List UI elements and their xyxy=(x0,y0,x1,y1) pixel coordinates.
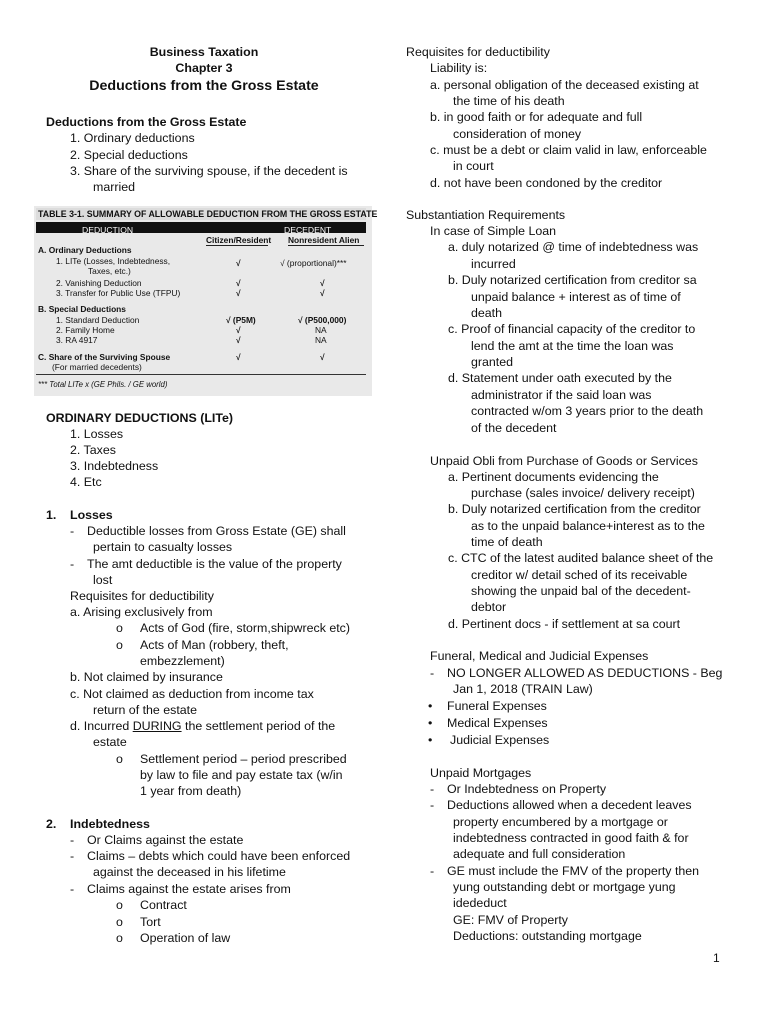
mortgage-point: GE must include the FMV of the property then xyxy=(447,864,700,878)
dash-bullet: - xyxy=(430,798,435,812)
requirement-item: b. Duly notarized certification from the creditor xyxy=(448,502,701,516)
row-ra4917: 3. RA 4917 xyxy=(56,335,98,345)
sub-item: Acts of God (fire, storm,shipwreck etc) xyxy=(140,621,351,635)
deduction-summary-table xyxy=(34,206,378,396)
dash-bullet: - xyxy=(430,864,435,878)
bullet-dot: • xyxy=(428,733,433,747)
requirement-item-cont: purchase (sales invoice/ delivery receipt) xyxy=(471,486,695,500)
table-footnote: *** Total LITe x (GE Phils. / GE world) xyxy=(38,380,168,389)
nonresident-value: √ (P500,000) xyxy=(298,315,347,325)
mortgage-point-cont: indebtedness contracted in good faith & for xyxy=(453,831,689,845)
page-title: Deductions from the Gross Estate xyxy=(89,78,319,94)
ordinary-heading: ORDINARY DEDUCTIONS (LITe) xyxy=(46,411,234,425)
bullet-dot: • xyxy=(428,699,433,713)
losses-point: Deductible losses from Gross Estate (GE) shall xyxy=(87,524,346,538)
col-deduction: DEDUCTION xyxy=(82,225,134,235)
mortgage-point: Or Indebtedness on Property xyxy=(447,782,607,796)
row-lite-cont: Taxes, etc.) xyxy=(88,266,131,276)
sub-item-cont: embezzlement) xyxy=(140,654,225,668)
indebtedness-point: Claims against the estate arises from xyxy=(87,882,291,896)
section-c-title: C. Share of the Surviving Spouse xyxy=(38,352,171,362)
text-run: d. Incurred xyxy=(70,719,133,733)
indebtedness-point-cont: against the deceased in his lifetime xyxy=(93,865,286,879)
requisite-item xyxy=(70,718,335,734)
circle-bullet: o xyxy=(116,752,123,766)
sub-item-cont: 1 year from death) xyxy=(140,784,242,798)
section-b-title: B. Special Deductions xyxy=(38,304,126,314)
expense-item: Judicial Expenses xyxy=(450,733,550,747)
expense-item: Funeral Expenses xyxy=(447,699,547,713)
list-item-continuation: married xyxy=(93,180,135,194)
requirement-item-cont: administrator if the said loan was xyxy=(471,388,652,402)
circle-bullet: o xyxy=(116,898,123,912)
liability-item: d. not have been condoned by the creditor xyxy=(430,176,663,190)
requirement-item: b. Duly notarized certification from creditor sa xyxy=(448,273,697,287)
funeral-point-cont: Jan 1, 2018 (TRAIN Law) xyxy=(453,682,593,696)
sub-item: Contract xyxy=(140,898,187,912)
row-family-home: 2. Family Home xyxy=(56,325,115,335)
losses-heading: Losses xyxy=(70,508,113,522)
liability-item: b. in good faith or for adequate and full xyxy=(430,110,643,124)
dash-bullet: - xyxy=(70,833,75,847)
liability-item-cont: the time of his death xyxy=(453,94,565,108)
requirement-item: d. Pertinent docs - if settlement at sa court xyxy=(448,617,681,631)
list-item: 1. Losses xyxy=(70,427,124,441)
dash-bullet: - xyxy=(70,524,75,538)
check-mark: √ xyxy=(236,352,241,362)
table-title: TABLE 3-1. SUMMARY OF ALLOWABLE DEDUCTION FROM THE GROSS ESTATE xyxy=(38,209,378,219)
circle-bullet: o xyxy=(116,638,123,652)
divider xyxy=(288,245,364,246)
col-decedent: DECEDENT xyxy=(284,225,332,235)
circle-bullet: o xyxy=(116,621,123,635)
requirement-item-cont: of the decedent xyxy=(471,421,557,435)
requirement-item-cont: contracted w/om 3 years prior to the death xyxy=(471,404,704,418)
liability-item: a. personal obligation of the deceased existing at xyxy=(430,78,699,92)
losses-point: The amt deductible is the value of the property xyxy=(87,557,342,571)
divider xyxy=(206,245,268,246)
requisite-item: b. Not claimed by insurance xyxy=(70,670,223,684)
requirement-item-cont: granted xyxy=(471,355,514,369)
liability-item-cont: consideration of money xyxy=(453,127,582,141)
requirement-item: a. Pertinent documents evidencing the xyxy=(448,470,659,484)
indebtedness-point: Claims – debts which could have been enforced xyxy=(87,849,351,863)
sub-item: Acts of Man (robbery, theft, xyxy=(140,638,289,652)
requisite-item: c. Not claimed as deduction from income tax xyxy=(70,687,314,701)
col-citizen: Citizen/Resident xyxy=(206,235,272,245)
mortgage-heading: Unpaid Mortgages xyxy=(430,766,532,780)
list-item: 3. Indebtedness xyxy=(70,459,159,473)
requirement-item-cont: death xyxy=(471,306,503,320)
requisite-item-cont: return of the estate xyxy=(93,703,198,717)
text-run: the settlement period of the xyxy=(181,719,336,733)
row-vanishing: 2. Vanishing Deduction xyxy=(56,278,142,288)
liability-item-cont: in court xyxy=(453,159,494,173)
sub-item-cont: by law to file and pay estate tax (w/in xyxy=(140,768,343,782)
requirement-item-cont: showing the unpaid bal of the decedent- xyxy=(471,584,691,598)
check-mark: √ xyxy=(320,278,325,288)
sub-item: Tort xyxy=(140,915,161,929)
check-mark: √ xyxy=(236,258,241,268)
citizen-value: √ (P5M) xyxy=(226,315,256,325)
section-number: 2. xyxy=(46,817,57,831)
list-item: 1. Ordinary deductions xyxy=(70,131,195,145)
liability-label: Liability is: xyxy=(430,61,488,75)
list-item: 2. Taxes xyxy=(70,443,116,457)
requirement-item-cont: incurred xyxy=(471,257,516,271)
indebtedness-point: Or Claims against the estate xyxy=(87,833,244,847)
requirement-item-cont: creditor w/ detail sched of its receivable xyxy=(471,568,688,582)
dash-bullet: - xyxy=(430,782,435,796)
page-number: 1 xyxy=(713,951,720,965)
requirement-item: c. Proof of financial capacity of the creditor to xyxy=(448,322,696,336)
dash-bullet: - xyxy=(70,849,75,863)
col-nonresident: Nonresident Alien xyxy=(288,235,360,245)
requisite-item: a. Arising exclusively from xyxy=(70,605,213,619)
check-mark: √ xyxy=(236,335,241,345)
mortgage-point-cont: GE: FMV of Property xyxy=(453,913,568,927)
section-number: 1. xyxy=(46,508,57,522)
requirement-item: c. CTC of the latest audited balance sheet of the xyxy=(448,551,714,565)
expense-item: Medical Expenses xyxy=(447,716,548,730)
divider xyxy=(36,374,366,375)
unpaid-obli-heading: Unpaid Obli from Purchase of Goods or Services xyxy=(430,454,698,468)
requirement-item-cont: unpaid balance + interest as of time of xyxy=(471,290,681,304)
indebtedness-heading: Indebtedness xyxy=(70,817,150,831)
requirement-item-cont: lend the amt at the time the loan was xyxy=(471,339,674,353)
funeral-point: NO LONGER ALLOWED AS DEDUCTIONS - Beg xyxy=(447,666,723,680)
chapter-label: Chapter 3 xyxy=(175,61,233,75)
requirement-item-cont: debtor xyxy=(471,600,507,614)
dash-bullet: - xyxy=(430,666,435,680)
losses-point-cont: pertain to casualty losses xyxy=(93,540,233,554)
requisite-item-cont: estate xyxy=(93,735,127,749)
requisites-label: Requisites for deductibility xyxy=(70,589,214,603)
circle-bullet: o xyxy=(116,915,123,929)
section-a-title: A. Ordinary Deductions xyxy=(38,245,132,255)
mortgage-point-cont: Deductions: outstanding mortgage xyxy=(453,929,642,943)
check-mark: √ xyxy=(236,278,241,288)
nonresident-value: NA xyxy=(315,335,327,345)
check-mark: √ xyxy=(320,352,325,362)
underlined-word: DURING xyxy=(132,719,182,733)
sub-item: Settlement period – period prescribed xyxy=(140,752,347,766)
substantiation-heading: Substantiation Requirements xyxy=(406,208,566,222)
list-item: 2. Special deductions xyxy=(70,148,188,162)
check-mark: √ xyxy=(320,288,325,298)
mortgage-point-cont: adequate and full consideration xyxy=(453,847,626,861)
requisites-label: Requisites for deductibility xyxy=(406,45,550,59)
nonresident-value: NA xyxy=(315,325,327,335)
row-standard: 1. Standard Deduction xyxy=(56,315,140,325)
requirement-item-cont: as to the unpaid balance+interest as to the xyxy=(471,519,705,533)
requirement-item: d. Statement under oath executed by the xyxy=(448,371,672,385)
dash-bullet: - xyxy=(70,557,75,571)
requirement-item-cont: time of death xyxy=(471,535,543,549)
requirement-item: a. duly notarized @ time of indebtedness was xyxy=(448,240,699,254)
mortgage-point-cont: property encumbered by a mortgage or xyxy=(453,815,668,829)
bullet-dot: • xyxy=(428,716,433,730)
losses-point-cont: lost xyxy=(93,573,113,587)
nonresident-value: √ (proportional)*** xyxy=(280,258,347,268)
intro-heading: Deductions from the Gross Estate xyxy=(46,115,247,129)
circle-bullet: o xyxy=(116,931,123,945)
list-item: 4. Etc xyxy=(70,475,102,489)
mortgage-point: Deductions allowed when a decedent leaves xyxy=(447,798,692,812)
list-item: 3. Share of the surviving spouse, if the decedent is xyxy=(70,164,348,178)
row-lite: 1. LITe (Losses, Indebtedness, xyxy=(56,256,171,266)
course-title: Business Taxation xyxy=(149,45,259,59)
dash-bullet: - xyxy=(70,882,75,896)
mortgage-point-cont: idededuct xyxy=(453,896,507,910)
simple-loan-label: In case of Simple Loan xyxy=(430,224,557,238)
liability-item: c. must be a debt or claim valid in law, enforceable xyxy=(430,143,707,157)
funeral-heading: Funeral, Medical and Judicial Expenses xyxy=(430,649,649,663)
section-c-sub: (For married decedents) xyxy=(52,362,142,372)
mortgage-point-cont: yung outstanding debt or mortgage yung xyxy=(453,880,676,894)
row-tfpu: 3. Transfer for Public Use (TFPU) xyxy=(56,288,181,298)
sub-item: Operation of law xyxy=(140,931,231,945)
check-mark: √ xyxy=(236,325,241,335)
check-mark: √ xyxy=(236,288,241,298)
